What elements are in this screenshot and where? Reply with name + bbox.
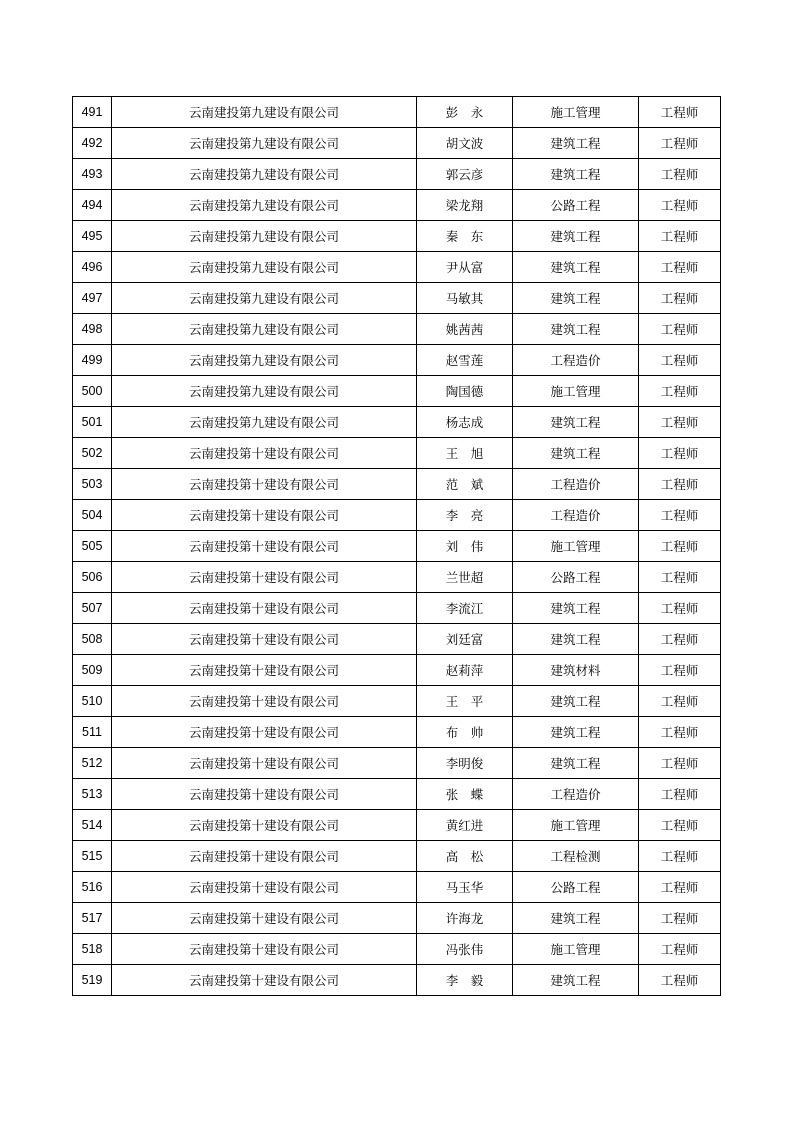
person-name-cell: 布 帅 bbox=[417, 717, 513, 748]
specialty-cell: 建筑工程 bbox=[513, 221, 639, 252]
professional-title-cell: 工程师 bbox=[639, 438, 721, 469]
row-number-cell: 492 bbox=[73, 128, 112, 159]
table-row bbox=[73, 438, 721, 469]
professional-title-cell: 工程师 bbox=[639, 128, 721, 159]
professional-title-cell: 工程师 bbox=[639, 717, 721, 748]
company-cell: 云南建投第十建设有限公司 bbox=[112, 903, 417, 934]
person-name-cell: 范 斌 bbox=[417, 469, 513, 500]
professional-title-cell: 工程师 bbox=[639, 872, 721, 903]
specialty-cell: 工程造价 bbox=[513, 469, 639, 500]
specialty-cell: 建筑工程 bbox=[513, 686, 639, 717]
person-name-cell: 黄红进 bbox=[417, 810, 513, 841]
professional-title-cell: 工程师 bbox=[639, 252, 721, 283]
company-cell: 云南建投第十建设有限公司 bbox=[112, 748, 417, 779]
company-cell: 云南建投第九建设有限公司 bbox=[112, 159, 417, 190]
company-cell: 云南建投第十建设有限公司 bbox=[112, 624, 417, 655]
professional-title-cell: 工程师 bbox=[639, 314, 721, 345]
specialty-cell: 工程造价 bbox=[513, 345, 639, 376]
specialty-cell: 公路工程 bbox=[513, 872, 639, 903]
person-name-cell: 刘廷富 bbox=[417, 624, 513, 655]
row-number-cell: 504 bbox=[73, 500, 112, 531]
row-number-cell: 518 bbox=[73, 934, 112, 965]
professional-title-cell: 工程师 bbox=[639, 531, 721, 562]
professional-title-cell: 工程师 bbox=[639, 407, 721, 438]
person-name-cell: 马敏其 bbox=[417, 283, 513, 314]
table-row bbox=[73, 779, 721, 810]
professional-title-cell: 工程师 bbox=[639, 779, 721, 810]
row-number-cell: 509 bbox=[73, 655, 112, 686]
person-name-cell: 王 旭 bbox=[417, 438, 513, 469]
person-name-cell: 秦 东 bbox=[417, 221, 513, 252]
company-cell: 云南建投第九建设有限公司 bbox=[112, 376, 417, 407]
specialty-cell: 建筑工程 bbox=[513, 624, 639, 655]
specialty-cell: 建筑工程 bbox=[513, 717, 639, 748]
table-row bbox=[73, 686, 721, 717]
specialty-cell: 施工管理 bbox=[513, 376, 639, 407]
specialty-cell: 公路工程 bbox=[513, 190, 639, 221]
specialty-cell: 建筑工程 bbox=[513, 252, 639, 283]
table-row bbox=[73, 810, 721, 841]
row-number-cell: 506 bbox=[73, 562, 112, 593]
professional-title-cell: 工程师 bbox=[639, 624, 721, 655]
specialty-cell: 建筑工程 bbox=[513, 159, 639, 190]
company-cell: 云南建投第九建设有限公司 bbox=[112, 128, 417, 159]
row-number-cell: 491 bbox=[73, 97, 112, 128]
person-name-cell: 赵雪莲 bbox=[417, 345, 513, 376]
company-cell: 云南建投第十建设有限公司 bbox=[112, 500, 417, 531]
person-name-cell: 赵莉萍 bbox=[417, 655, 513, 686]
company-cell: 云南建投第十建设有限公司 bbox=[112, 965, 417, 996]
professional-title-cell: 工程师 bbox=[639, 965, 721, 996]
professional-title-cell: 工程师 bbox=[639, 159, 721, 190]
specialty-cell: 建筑工程 bbox=[513, 903, 639, 934]
row-number-cell: 512 bbox=[73, 748, 112, 779]
table-row bbox=[73, 748, 721, 779]
person-name-cell: 李流江 bbox=[417, 593, 513, 624]
company-cell: 云南建投第十建设有限公司 bbox=[112, 686, 417, 717]
specialty-cell: 施工管理 bbox=[513, 97, 639, 128]
specialty-cell: 建筑工程 bbox=[513, 438, 639, 469]
table-row bbox=[73, 872, 721, 903]
table-row bbox=[73, 655, 721, 686]
row-number-cell: 514 bbox=[73, 810, 112, 841]
row-number-cell: 508 bbox=[73, 624, 112, 655]
person-name-cell: 陶国德 bbox=[417, 376, 513, 407]
specialty-cell: 建筑工程 bbox=[513, 283, 639, 314]
specialty-cell: 建筑工程 bbox=[513, 593, 639, 624]
professional-title-cell: 工程师 bbox=[639, 283, 721, 314]
personnel-table-body bbox=[73, 97, 721, 996]
row-number-cell: 507 bbox=[73, 593, 112, 624]
table-row bbox=[73, 841, 721, 872]
table-row bbox=[73, 376, 721, 407]
row-number-cell: 495 bbox=[73, 221, 112, 252]
company-cell: 云南建投第十建设有限公司 bbox=[112, 562, 417, 593]
professional-title-cell: 工程师 bbox=[639, 655, 721, 686]
company-cell: 云南建投第十建设有限公司 bbox=[112, 469, 417, 500]
company-cell: 云南建投第十建设有限公司 bbox=[112, 438, 417, 469]
person-name-cell: 梁龙翔 bbox=[417, 190, 513, 221]
person-name-cell: 兰世超 bbox=[417, 562, 513, 593]
professional-title-cell: 工程师 bbox=[639, 686, 721, 717]
company-cell: 云南建投第九建设有限公司 bbox=[112, 190, 417, 221]
row-number-cell: 493 bbox=[73, 159, 112, 190]
row-number-cell: 502 bbox=[73, 438, 112, 469]
professional-title-cell: 工程师 bbox=[639, 500, 721, 531]
specialty-cell: 工程检测 bbox=[513, 841, 639, 872]
row-number-cell: 511 bbox=[73, 717, 112, 748]
company-cell: 云南建投第十建设有限公司 bbox=[112, 655, 417, 686]
specialty-cell: 建筑材料 bbox=[513, 655, 639, 686]
professional-title-cell: 工程师 bbox=[639, 810, 721, 841]
person-name-cell: 尹从富 bbox=[417, 252, 513, 283]
person-name-cell: 冯张伟 bbox=[417, 934, 513, 965]
company-cell: 云南建投第九建设有限公司 bbox=[112, 283, 417, 314]
table-row bbox=[73, 283, 721, 314]
person-name-cell: 马玉华 bbox=[417, 872, 513, 903]
personnel-table bbox=[72, 96, 721, 996]
specialty-cell: 建筑工程 bbox=[513, 314, 639, 345]
professional-title-cell: 工程师 bbox=[639, 190, 721, 221]
company-cell: 云南建投第十建设有限公司 bbox=[112, 593, 417, 624]
table-row bbox=[73, 97, 721, 128]
professional-title-cell: 工程师 bbox=[639, 376, 721, 407]
person-name-cell: 刘 伟 bbox=[417, 531, 513, 562]
company-cell: 云南建投第十建设有限公司 bbox=[112, 717, 417, 748]
table-row bbox=[73, 934, 721, 965]
professional-title-cell: 工程师 bbox=[639, 221, 721, 252]
specialty-cell: 施工管理 bbox=[513, 810, 639, 841]
row-number-cell: 497 bbox=[73, 283, 112, 314]
table-row bbox=[73, 531, 721, 562]
specialty-cell: 工程造价 bbox=[513, 779, 639, 810]
table-row bbox=[73, 562, 721, 593]
row-number-cell: 510 bbox=[73, 686, 112, 717]
professional-title-cell: 工程师 bbox=[639, 562, 721, 593]
table-row bbox=[73, 624, 721, 655]
row-number-cell: 517 bbox=[73, 903, 112, 934]
row-number-cell: 505 bbox=[73, 531, 112, 562]
person-name-cell: 张 蝶 bbox=[417, 779, 513, 810]
table-row bbox=[73, 190, 721, 221]
person-name-cell: 许海龙 bbox=[417, 903, 513, 934]
company-cell: 云南建投第九建设有限公司 bbox=[112, 345, 417, 376]
professional-title-cell: 工程师 bbox=[639, 345, 721, 376]
row-number-cell: 500 bbox=[73, 376, 112, 407]
company-cell: 云南建投第十建设有限公司 bbox=[112, 934, 417, 965]
table-row bbox=[73, 500, 721, 531]
specialty-cell: 建筑工程 bbox=[513, 407, 639, 438]
person-name-cell: 胡文波 bbox=[417, 128, 513, 159]
row-number-cell: 499 bbox=[73, 345, 112, 376]
person-name-cell: 彭 永 bbox=[417, 97, 513, 128]
row-number-cell: 501 bbox=[73, 407, 112, 438]
specialty-cell: 施工管理 bbox=[513, 531, 639, 562]
company-cell: 云南建投第九建设有限公司 bbox=[112, 97, 417, 128]
row-number-cell: 516 bbox=[73, 872, 112, 903]
professional-title-cell: 工程师 bbox=[639, 903, 721, 934]
row-number-cell: 515 bbox=[73, 841, 112, 872]
company-cell: 云南建投第九建设有限公司 bbox=[112, 221, 417, 252]
company-cell: 云南建投第九建设有限公司 bbox=[112, 252, 417, 283]
specialty-cell: 建筑工程 bbox=[513, 748, 639, 779]
table-row bbox=[73, 159, 721, 190]
professional-title-cell: 工程师 bbox=[639, 748, 721, 779]
company-cell: 云南建投第十建设有限公司 bbox=[112, 872, 417, 903]
professional-title-cell: 工程师 bbox=[639, 934, 721, 965]
table-row bbox=[73, 965, 721, 996]
table-row bbox=[73, 345, 721, 376]
specialty-cell: 建筑工程 bbox=[513, 128, 639, 159]
row-number-cell: 503 bbox=[73, 469, 112, 500]
company-cell: 云南建投第九建设有限公司 bbox=[112, 314, 417, 345]
person-name-cell: 李 毅 bbox=[417, 965, 513, 996]
company-cell: 云南建投第十建设有限公司 bbox=[112, 810, 417, 841]
professional-title-cell: 工程师 bbox=[639, 593, 721, 624]
row-number-cell: 498 bbox=[73, 314, 112, 345]
specialty-cell: 建筑工程 bbox=[513, 965, 639, 996]
specialty-cell: 工程造价 bbox=[513, 500, 639, 531]
person-name-cell: 杨志成 bbox=[417, 407, 513, 438]
table-row bbox=[73, 252, 721, 283]
specialty-cell: 公路工程 bbox=[513, 562, 639, 593]
professional-title-cell: 工程师 bbox=[639, 469, 721, 500]
table-row bbox=[73, 407, 721, 438]
person-name-cell: 姚茜茜 bbox=[417, 314, 513, 345]
professional-title-cell: 工程师 bbox=[639, 97, 721, 128]
row-number-cell: 494 bbox=[73, 190, 112, 221]
table-row bbox=[73, 314, 721, 345]
company-cell: 云南建投第十建设有限公司 bbox=[112, 779, 417, 810]
company-cell: 云南建投第十建设有限公司 bbox=[112, 531, 417, 562]
table-row bbox=[73, 903, 721, 934]
table-row bbox=[73, 221, 721, 252]
person-name-cell: 高 松 bbox=[417, 841, 513, 872]
table-row bbox=[73, 717, 721, 748]
specialty-cell: 施工管理 bbox=[513, 934, 639, 965]
table-row bbox=[73, 128, 721, 159]
company-cell: 云南建投第九建设有限公司 bbox=[112, 407, 417, 438]
company-cell: 云南建投第十建设有限公司 bbox=[112, 841, 417, 872]
row-number-cell: 519 bbox=[73, 965, 112, 996]
row-number-cell: 496 bbox=[73, 252, 112, 283]
person-name-cell: 李 亮 bbox=[417, 500, 513, 531]
row-number-cell: 513 bbox=[73, 779, 112, 810]
person-name-cell: 郭云彦 bbox=[417, 159, 513, 190]
professional-title-cell: 工程师 bbox=[639, 841, 721, 872]
person-name-cell: 李明俊 bbox=[417, 748, 513, 779]
table-row bbox=[73, 469, 721, 500]
table-row bbox=[73, 593, 721, 624]
person-name-cell: 王 平 bbox=[417, 686, 513, 717]
